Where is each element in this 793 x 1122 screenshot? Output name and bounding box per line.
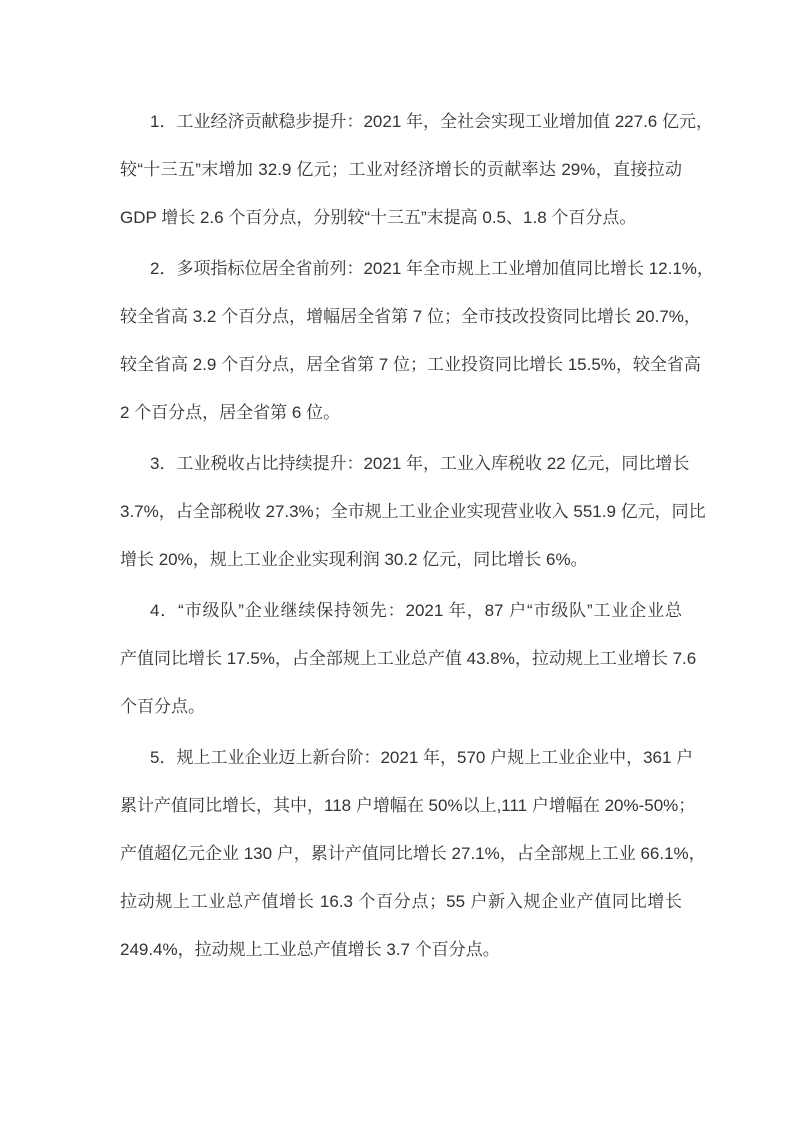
paragraph-line: 产值同比增长 17.5%，占全部规上工业总产值 43.8%，拉动规上工业增长 7.6 (120, 649, 697, 668)
paragraph-line: 4．“市级队”企业继续保持领先：2021 年，87 户“市级队”工业企业总 (150, 601, 682, 620)
paragraph-line: 较全省高 2.9 个百分点，居全省第 7 位；工业投资同比增长 15.5%，较全省高 (120, 355, 701, 374)
paragraph-line: 2 个百分点，居全省第 6 位。 (120, 403, 341, 422)
paragraph-2 (120, 245, 714, 437)
paragraph-line: 产值超亿元企业 130 户，累计产值同比增长 27.1%，占全部规上工业 66.1%， (120, 844, 706, 863)
document-body (120, 98, 714, 977)
paragraph-line: 增长 20%，规上工业企业实现利润 30.2 亿元，同比增长 6%。 (120, 550, 588, 569)
paragraph-line: 个百分点。 (120, 697, 205, 716)
paragraph-line: 较“十三五”末增加 32.9 亿元；工业对经济增长的贡献率达 29%，直接拉动 (120, 160, 682, 179)
paragraph-line: 较全省高 3.2 个百分点，增幅居全省第 7 位；全市技改投资同比增长 20.7%， (120, 307, 701, 326)
paragraph-3 (120, 440, 706, 584)
paragraph-5 (120, 734, 706, 974)
paragraph-line: 累计产值同比增长，其中，118 户增幅在 50%以上,111 户增幅在 20%-50%； (120, 796, 696, 815)
paragraph-4 (120, 587, 697, 731)
paragraph-1 (120, 98, 713, 242)
paragraph-line: 1．工业经济贡献稳步提升：2021 年，全社会实现工业增加值 227.6 亿元， (150, 112, 713, 131)
paragraph-line: GDP 增长 2.6 个百分点，分别较“十三五”末提高 0.5、1.8 个百分点。 (120, 208, 637, 227)
paragraph-line: 249.4%，拉动规上工业总产值增长 3.7 个百分点。 (120, 940, 500, 959)
paragraph-line: 3.7%，占全部税收 27.3%；全市规上工业企业实现营业收入 551.9 亿元，同比 (120, 502, 706, 521)
paragraph-line: 5．规上工业企业迈上新台阶：2021 年，570 户规上工业企业中，361 户 (150, 748, 694, 767)
paragraph-line: 2．多项指标位居全省前列：2021 年全市规上工业增加值同比增长 12.1%， (150, 259, 714, 278)
paragraph-line: 拉动规上工业总产值增长 16.3 个百分点；55 户新入规企业产值同比增长 (120, 892, 682, 911)
paragraph-line: 3．工业税收占比持续提升：2021 年，工业入库税收 22 亿元，同比增长 (150, 454, 690, 473)
